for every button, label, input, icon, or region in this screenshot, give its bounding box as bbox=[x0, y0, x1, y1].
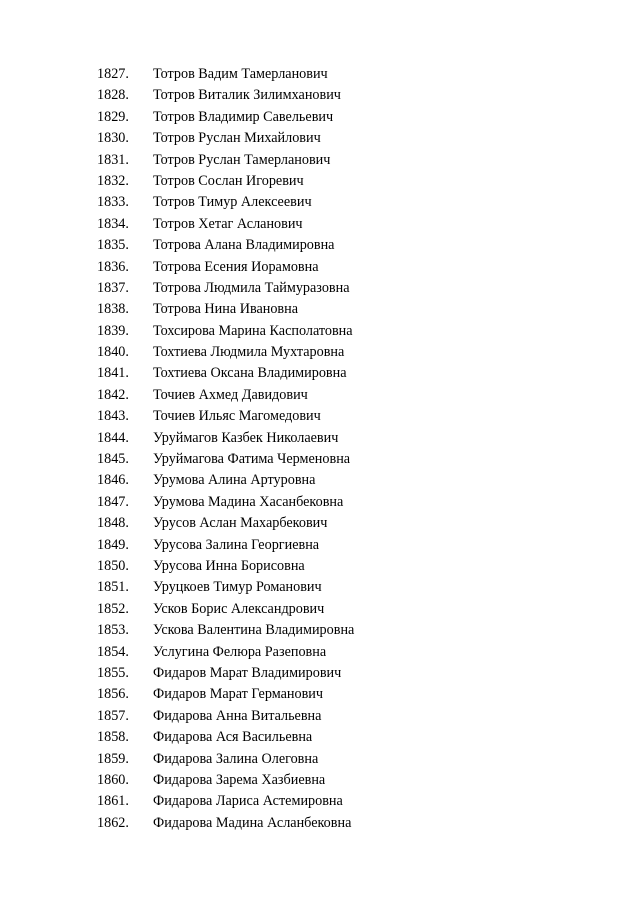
entry-name: Тохсирова Марина Касполатовна bbox=[153, 322, 353, 339]
entry-name: Тотров Вадим Тамерланович bbox=[153, 66, 328, 82]
list-item bbox=[0, 492, 640, 513]
entry-name: Тохтиева Оксана Владимировна bbox=[153, 365, 347, 382]
list-item bbox=[0, 278, 640, 299]
entry-name: Тотров Руслан Тамерланович bbox=[153, 151, 331, 168]
list-item bbox=[0, 470, 640, 491]
entry-name: Тотрова Нина Ивановна bbox=[153, 301, 299, 318]
list-item bbox=[0, 791, 640, 812]
entry-name: Тотров Владимир Савельевич bbox=[153, 108, 334, 125]
entry-number: 1828. bbox=[97, 87, 129, 104]
entry-number: 1843. bbox=[97, 408, 129, 425]
list-item bbox=[0, 363, 640, 384]
entry-name: Урумова Алина Артуровна bbox=[153, 472, 316, 489]
list-item bbox=[0, 385, 640, 406]
entry-name: Тотров Сослан Игоревич bbox=[153, 172, 304, 189]
entry-number: 1830. bbox=[97, 130, 129, 147]
entry-name: Тотрова Алана Владимировна bbox=[153, 237, 335, 254]
entry-name: Фидаров Марат Германович bbox=[153, 686, 324, 703]
entry-name: Фидарова Зарема Хазбиевна bbox=[153, 771, 326, 788]
entry-number: 1827. bbox=[97, 66, 129, 82]
list-item bbox=[0, 406, 640, 427]
entry-number: 1841. bbox=[97, 365, 129, 382]
list-item bbox=[0, 513, 640, 534]
entry-number: 1838. bbox=[97, 301, 129, 318]
entry-name: Фидарова Анна Витальевна bbox=[153, 707, 322, 724]
entry-name: Уруймагова Фатима Черменовна bbox=[153, 451, 351, 468]
entry-number: 1860. bbox=[97, 771, 129, 788]
list-item bbox=[0, 235, 640, 256]
entry-number: 1851. bbox=[97, 579, 129, 596]
entry-number: 1849. bbox=[97, 536, 129, 553]
name-list bbox=[0, 64, 640, 834]
list-item bbox=[0, 128, 640, 149]
list-item bbox=[0, 642, 640, 663]
entry-name: Урусова Инна Борисовна bbox=[153, 557, 305, 574]
list-item bbox=[0, 599, 640, 620]
list-item bbox=[0, 85, 640, 106]
entry-number: 1859. bbox=[97, 750, 129, 767]
entry-name: Точиев Ахмед Давидович bbox=[153, 386, 308, 403]
entry-name: Тотров Руслан Михайлович bbox=[153, 130, 321, 147]
list-item bbox=[0, 749, 640, 770]
entry-number: 1831. bbox=[97, 151, 129, 168]
list-item bbox=[0, 342, 640, 363]
list-item bbox=[0, 257, 640, 278]
entry-name: Тотрова Есения Иорамовна bbox=[153, 258, 319, 275]
entry-name: Уруцкоев Тимур Романович bbox=[153, 579, 322, 596]
entry-number: 1854. bbox=[97, 643, 129, 660]
entry-number: 1862. bbox=[97, 814, 129, 831]
entry-name: Тотрова Людмила Таймуразовна bbox=[153, 279, 350, 296]
entry-number: 1857. bbox=[97, 707, 129, 724]
entry-name: Фидарова Мадина Асланбековна bbox=[153, 814, 352, 831]
list-item bbox=[0, 321, 640, 342]
entry-number: 1848. bbox=[97, 515, 129, 532]
list-item bbox=[0, 107, 640, 128]
list-item bbox=[0, 428, 640, 449]
list-item bbox=[0, 684, 640, 705]
list-item bbox=[0, 64, 640, 85]
entry-name: Услугина Фелюра Разеповна bbox=[153, 643, 327, 660]
entry-name: Фидарова Лариса Астемировна bbox=[153, 793, 343, 810]
entry-number: 1856. bbox=[97, 686, 129, 703]
entry-name: Урусов Аслан Махарбекович bbox=[153, 515, 328, 532]
entry-number: 1839. bbox=[97, 322, 129, 339]
entry-name: Тотров Виталик Зилимханович bbox=[153, 87, 341, 104]
entry-number: 1852. bbox=[97, 600, 129, 617]
entry-name: Урусова Залина Георгиевна bbox=[153, 536, 320, 553]
list-item bbox=[0, 171, 640, 192]
entry-number: 1855. bbox=[97, 664, 129, 681]
list-item bbox=[0, 299, 640, 320]
entry-number: 1835. bbox=[97, 237, 129, 254]
entry-number: 1840. bbox=[97, 344, 129, 361]
entry-name: Точиев Ильяс Магомедович bbox=[153, 408, 321, 425]
list-item bbox=[0, 577, 640, 598]
list-item bbox=[0, 727, 640, 748]
list-item bbox=[0, 192, 640, 213]
entry-name: Фидарова Ася Васильевна bbox=[153, 729, 313, 746]
entry-name: Ускова Валентина Владимировна bbox=[153, 622, 355, 639]
entry-name: Фидарова Залина Олеговна bbox=[153, 750, 319, 767]
list-item bbox=[0, 770, 640, 791]
entry-name: Урумова Мадина Хасанбековна bbox=[153, 493, 344, 510]
entry-number: 1844. bbox=[97, 429, 129, 446]
list-item bbox=[0, 663, 640, 684]
entry-name: Уруймагов Казбек Николаевич bbox=[153, 429, 339, 446]
entry-number: 1853. bbox=[97, 622, 129, 639]
entry-number: 1858. bbox=[97, 729, 129, 746]
list-item bbox=[0, 706, 640, 727]
entry-number: 1833. bbox=[97, 194, 129, 211]
list-item bbox=[0, 214, 640, 235]
entry-number: 1847. bbox=[97, 493, 129, 510]
entry-name: Тохтиева Людмила Мухтаровна bbox=[153, 344, 345, 361]
list-item bbox=[0, 556, 640, 577]
entry-number: 1845. bbox=[97, 451, 129, 468]
list-item bbox=[0, 813, 640, 834]
entry-number: 1842. bbox=[97, 386, 129, 403]
entry-number: 1832. bbox=[97, 172, 129, 189]
entry-number: 1850. bbox=[97, 557, 129, 574]
entry-number: 1861. bbox=[97, 793, 129, 810]
entry-name: Усков Борис Александрович bbox=[153, 600, 325, 617]
list-item bbox=[0, 620, 640, 641]
entry-name: Фидаров Марат Владимирович bbox=[153, 664, 342, 681]
entry-number: 1836. bbox=[97, 258, 129, 275]
entry-name: Тотров Тимур Алексеевич bbox=[153, 194, 312, 211]
list-item bbox=[0, 535, 640, 556]
list-item bbox=[0, 150, 640, 171]
list-item bbox=[0, 449, 640, 470]
entry-number: 1829. bbox=[97, 108, 129, 125]
entry-number: 1846. bbox=[97, 472, 129, 489]
entry-number: 1837. bbox=[97, 279, 129, 296]
entry-name: Тотров Хетаг Асланович bbox=[153, 215, 303, 232]
entry-number: 1834. bbox=[97, 215, 129, 232]
